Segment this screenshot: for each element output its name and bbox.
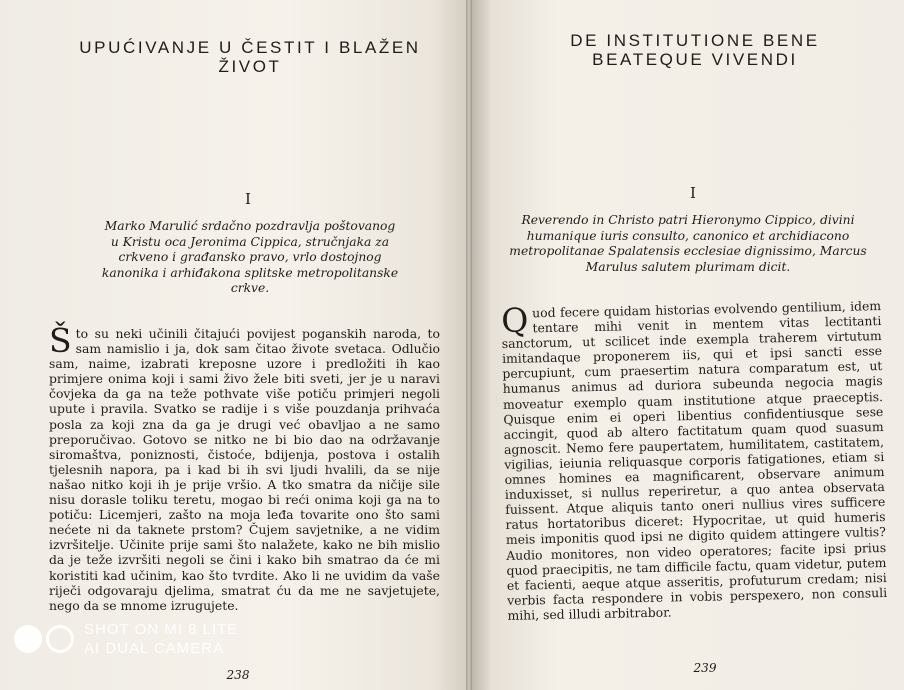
watermark-line-2: AI DUAL CAMERA	[84, 640, 225, 657]
left-drop-cap: Š	[49, 321, 72, 360]
left-dedication: Marko Marulić srdačno pozdravlja poštovanog u Kristu oca Jeronima Cippica, stručnjaka za crkveno i građansko pravo, vrlo dostojnog kanonika i arhiđakona splitske metropolitanske crkve.	[101, 219, 399, 295]
book-gutter	[466, 0, 472, 690]
camera-lens-icon	[14, 625, 42, 653]
camera-logo-icon	[14, 625, 74, 653]
watermark-line-1: SHOT ON MI 8 LITE	[84, 621, 239, 638]
right-body-text	[501, 298, 888, 623]
right-page	[470, 0, 904, 690]
left-body-text	[49, 321, 440, 613]
camera-watermark	[14, 620, 238, 658]
right-section-number: I	[690, 184, 696, 202]
left-page-title: UPUĆIVANJE U ČESTIT I BLAŽEN ŽIVOT	[79, 38, 421, 76]
watermark-text	[84, 620, 238, 658]
right-dedication: Reverendo in Christo patri Hieronymo Cippico, divini humanique iuris consulto, canonico et archidiacono metropolitanae Spalatensis ecclesiae dignissimo, Marcus Marulus salutem plurimam dicit.	[509, 213, 867, 274]
right-body-content: uod fecere quidam historias evolvendo gentilium, idem tentare mihi venit in mentem vitas lectitanti sanctorum, ut scilicet inde exempla traherem virtutum imitandaque proponerem iis, qui et ipsi sancti esse percupiunt, cum praesertim natura comparatum est, ut humanus animus ad duriora subeunda negocia magis moveatur exemplo quam institutione atque praeceptis. Quisque enim ei operi libentius confidentiusque sese accingit, quod ab altero factitatum quam quod suasum agnoscit. Nemo fere paupertatem, humilitatem, castitatem, vigilias, ieiunia reliquasque corporis fatigationes, etiam si omnes homines ea magnificarent, observare animum induxisset, si nullus reperiretur, a quo antea observata fuissent. Atque aliquis tanto oneri nullius vires sufficere ratus hortatoribus diceret: Hypocritae, ut quid humeris meis imponitis quod ipsi ne digito quidem attingere vultis? Audio monitores, non video operatores; facite ipsi prius quod praecipitis, ne tam difficile factu, quam videtur, putem et facienti, aeque atque asseritis, profuturum credam; nisi verbis facta respondere in vobis perspexero, non consuli mihi, sed illudi arbitrabor.	[501, 298, 888, 623]
left-section-number: I	[245, 190, 251, 208]
left-page-number: 238	[226, 668, 250, 682]
right-page-title: DE INSTITUTIONE BENE BEATEQUE VIVENDI	[570, 31, 820, 69]
left-body-content: to su neki učinili čitajući povijest poganskih naroda, to sam namislio i ja, dok sam čitao živote svetaca. Odlučio sam, naime, izabrati kreposne uzore i predložiti ih kao primjere onima koji i sami živo žele biti sveti, jer je u naravi čovjeka da ga na teže pothvate više potiču primjeri negoli upute i pravila. Svatko se radije i s više pouzdanja prihvaća posla za koji zna da ga je drugi već obavljao a ne samo preporučivao. Gotovo se nitko ne bi bio dao na održavanje siromaštva, poniznosti, čistoće, bdijenja, postova i ostalih tjelesnih napora, pa i kad bi ih svi ljudi hvalili, da se nije našao nitko koji ih je prije vršio. A tko smatra da ničije sile nisu dorasle toliku teretu, mogao bi reći onima koji ga na to potiču: Licemjeri, zašto na moja leđa tovarite ono što sami nećete ni da taknete prstom? Čujem savjetnike, a ne vidim izvršitelje. Učinite prije sami što nalažete, kako ne bih mislio da je teže izvršiti negoli se čini i kako bih smatrao da će mi koristiti kad učinim, kao što tvrdite. Ako li ne uvidim da vaše riječi odgovaraju djelima, smatrat ću da me ne savjetujete, nego da se mnome izrugujete.	[49, 326, 440, 613]
right-drop-cap: Q	[500, 300, 529, 340]
camera-lens-ring-icon	[46, 625, 74, 653]
right-page-number: 239	[693, 661, 717, 675]
